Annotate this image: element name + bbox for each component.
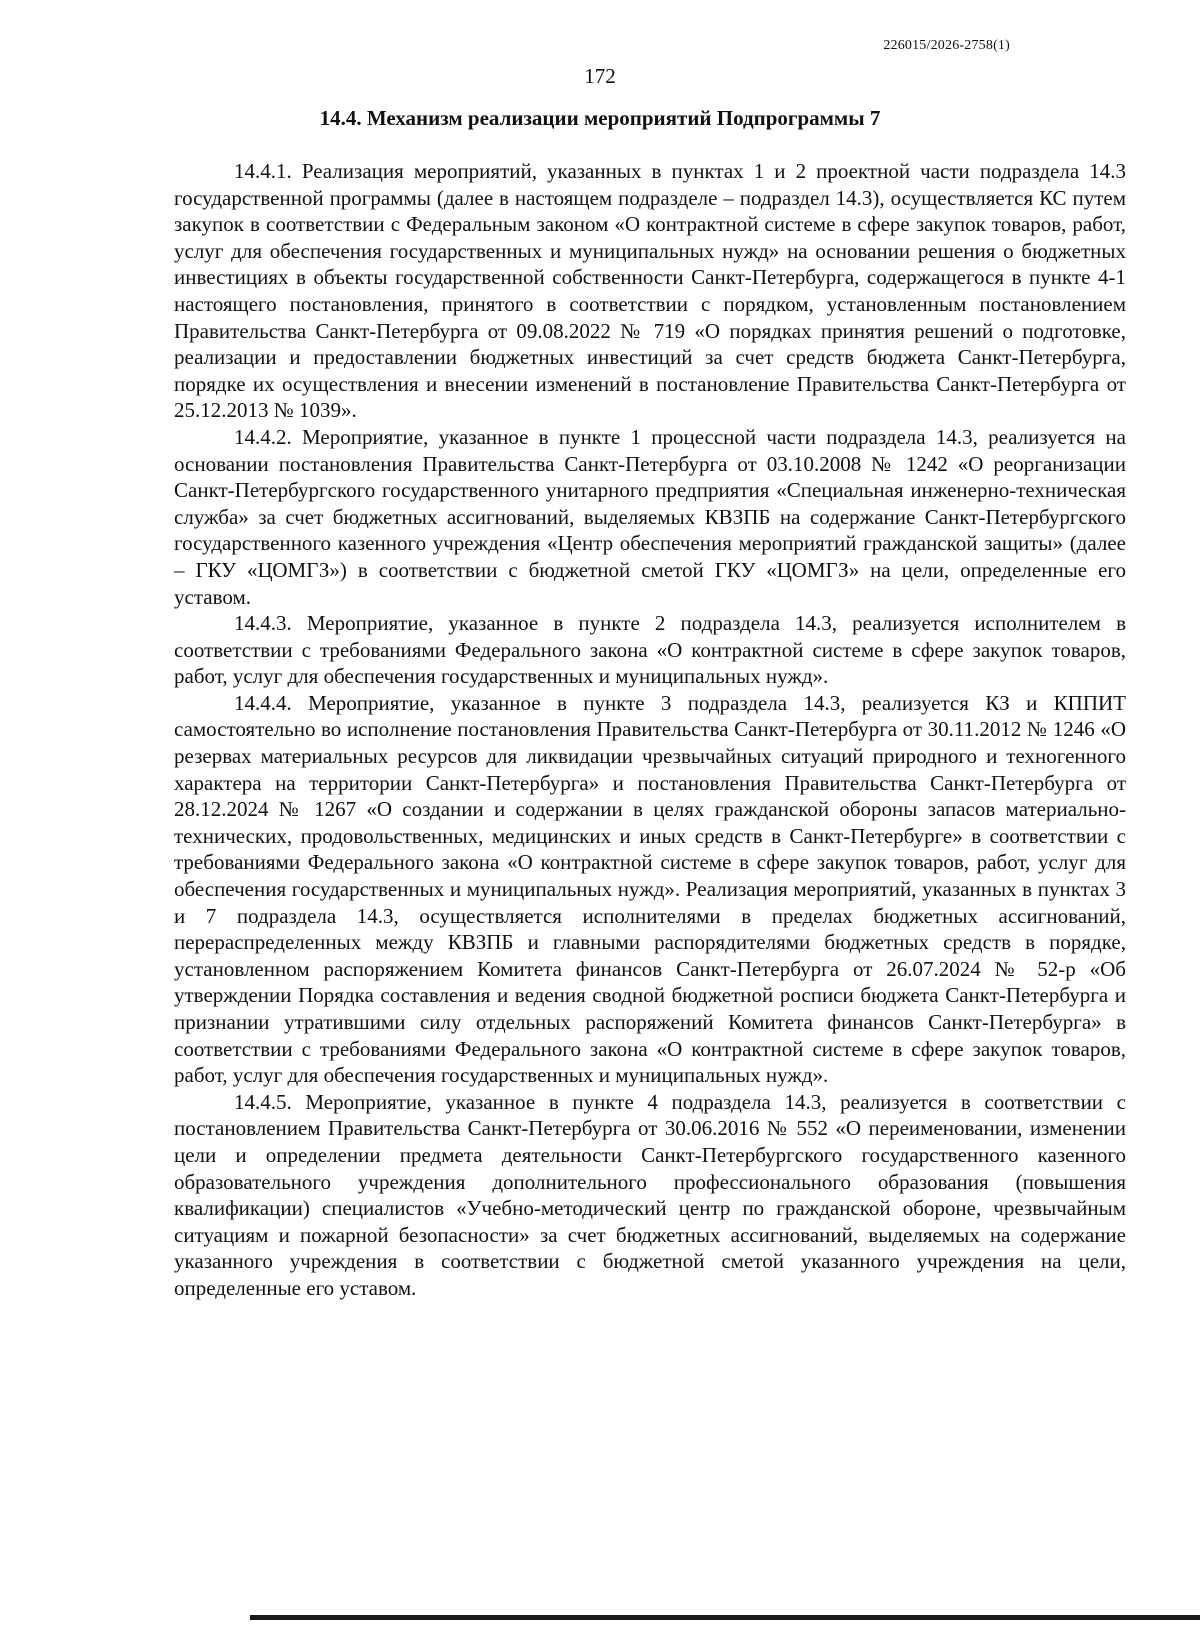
paragraph-14-4-1: 14.4.1. Реализация мероприятий, указанных в пунктах 1 и 2 проектной части подраздела 14.3 государственной программы (далее в настоящем подразделе – подраздел 14.3), осуществляется КС путем закупок в соответствии с Федеральным законом «О контрактной системе в сфере закупок товаров, работ, услуг для обеспечения государственных и муниципальных нужд» на основании решения о бюджетных инвестициях в объекты государственной собственности Санкт-Петербурга, содержащегося в пункте 4-1 настоящего постановления, принятого в соответствии с порядком, установленным постановлением Правительства Санкт-Петербурга от 09.08.2022 № 719 «О порядках принятия решений о подготовке, реализации и предоставлении бюджетных инвестиций за счет средств бюджета Санкт-Петербурга, порядке их осуществления и внесении изменений в постановление Правительства Санкт-Петербурга от 25.12.2013 № 1039». <box>174 159 1126 423</box>
document-body <box>174 158 1126 1302</box>
scan-edge-line <box>250 1615 1200 1620</box>
page-number: 172 <box>584 64 616 88</box>
paragraph-14-4-2: 14.4.2. Мероприятие, указанное в пункте 1 процессной части подраздела 14.3, реализуется на основании постановления Правительства Санкт-Петербурга от 03.10.2008 № 1242 «О реорганизации Санкт-Петербургского государственного унитарного предприятия «Специальная инженерно-техническая служба» за счет бюджетных ассигнований, выделяемых КВЗПБ на содержание Санкт-Петербургского государственного казенного учреждения «Центр обеспечения мероприятий гражданской защиты» (далее – ГКУ «ЦОМГЗ») в соответствии с бюджетной сметой ГКУ «ЦОМГЗ» на цели, определенные его уставом. <box>174 424 1126 609</box>
paragraph-14-4-5: 14.4.5. Мероприятие, указанное в пункте 4 подраздела 14.3, реализуется в соответствии с постановлением Правительства Санкт-Петербурга от 30.06.2016 № 552 «О переименовании, изменении цели и определении предмета деятельности Санкт-Петербургского государственного казенного образовательного учреждения дополнительного профессионального образования (повышения квалификации) специалистов «Учебно-методический центр по гражданской обороне, чрезвычайным ситуациям и пожарной безопасности» за счет бюджетных ассигнований, выделяемых на содержание указанного учреждения в соответствии с бюджетной сметой указанного учреждения на цели, определенные его уставом. <box>174 1089 1126 1300</box>
section-title: 14.4. Механизм реализации мероприятий Подпрограммы 7 <box>319 106 881 130</box>
document-id: 226015/2026-2758(1) <box>883 38 1010 53</box>
paragraph-14-4-4: 14.4.4. Мероприятие, указанное в пункте 3 подраздела 14.3, реализуется КЗ и КППИТ самостоятельно во исполнение постановления Правительства Санкт-Петербурга от 30.11.2012 № 1246 «О резервах материальных ресурсов для ликвидации чрезвычайных ситуаций природного и техногенного характера на территории Санкт-Петербурга» и постановления Правительства Санкт-Петербурга от 28.12.2024 № 1267 «О создании и содержании в целях гражданской обороны запасов материально-технических, продовольственных, медицинских и иных средств в Санкт-Петербурге» в соответствии с требованиями Федерального закона «О контрактной системе в сфере закупок товаров, работ, услуг для обеспечения государственных и муниципальных нужд». Реализация мероприятий, указанных в пунктах 3 и 7 подраздела 14.3, осуществляется исполнителями в пределах бюджетных ассигнований, перераспределенных между КВЗПБ и главными распорядителями бюджетных средств в порядке, установленном распоряжением Комитета финансов Санкт-Петербурга от 26.07.2024 № 52-р «Об утверждении Порядка составления и ведения сводной бюджетной росписи бюджета Санкт-Петербурга и признании утратившими силу отдельных распоряжений Комитета финансов Санкт-Петербурга» в соответствии с требованиями Федерального закона «О контрактной системе в сфере закупок товаров, работ, услуг для обеспечения государственных и муниципальных нужд». <box>174 690 1126 1088</box>
paragraph-14-4-3: 14.4.3. Мероприятие, указанное в пункте 2 подраздела 14.3, реализуется исполнителем в соответствии с требованиями Федерального закона «О контрактной системе в сфере закупок товаров, работ, услуг для обеспечения государственных и муниципальных нужд». <box>174 611 1126 689</box>
